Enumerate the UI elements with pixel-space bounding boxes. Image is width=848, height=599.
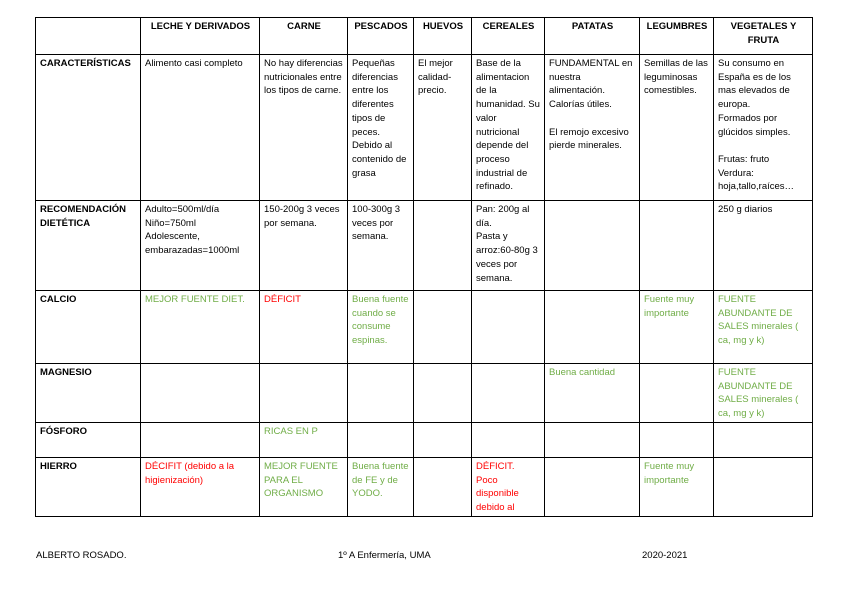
table-header-row (36, 18, 813, 55)
table-row (36, 201, 813, 291)
table-cell (472, 291, 545, 364)
table-cell (472, 423, 545, 458)
cell-text: Su consumo en España es de los mas elevados de europa. Formados por glúcidos simples. Frutas: fruto Verdura: hoja,tallo,raíces… (718, 58, 795, 193)
row-header-label: MAGNESIO (40, 367, 92, 378)
table-cell (141, 423, 260, 458)
cell-text: DÉFICIT (264, 294, 301, 305)
table-cell (414, 55, 472, 201)
table-cell (640, 458, 714, 517)
table-cell (714, 423, 813, 458)
footer-author: ALBERTO ROSADO. (36, 550, 127, 561)
table-cell (414, 364, 472, 423)
cell-text: Fuente muy importante (644, 294, 695, 319)
cell-text: 250 g diarios (718, 204, 773, 215)
column-header-pescados: PESCADOS (348, 18, 414, 55)
table-cell (348, 55, 414, 201)
table-cell (640, 364, 714, 423)
table-cell (260, 201, 348, 291)
table-cell (348, 458, 414, 517)
table-cell (348, 423, 414, 458)
column-header-cereales: CEREALES (472, 18, 545, 55)
table-cell (260, 55, 348, 201)
table-cell (260, 364, 348, 423)
table-cell (714, 291, 813, 364)
footer-year: 2020-2021 (642, 550, 688, 561)
table-cell (348, 364, 414, 423)
table-cell (640, 291, 714, 364)
row-header-label: FÓSFORO (40, 426, 87, 437)
table-cell (714, 201, 813, 291)
column-header-carne: CARNE (260, 18, 348, 55)
cell-text: Semillas de las leguminosas comestibles. (644, 58, 708, 97)
table-row (36, 364, 813, 423)
table-row (36, 423, 813, 458)
row-header (36, 201, 141, 291)
table-cell (714, 458, 813, 517)
table-cell (545, 423, 640, 458)
row-header (36, 423, 141, 458)
cell-text: MEJOR FUENTE DIET. (145, 294, 245, 305)
cell-text: RICAS EN P (264, 426, 318, 437)
row-header-label: CALCIO (40, 294, 77, 305)
cell-text: 150-200g 3 veces por semana. (264, 204, 340, 229)
cell-text: Pan: 200g al día. Pasta y arroz:60-80g 3 veces por semana. (476, 204, 538, 284)
column-header-patatas: PATATAS (545, 18, 640, 55)
cell-text: Buena fuente de FE y de YODO. (352, 461, 409, 500)
table-cell (640, 55, 714, 201)
table-cell (414, 458, 472, 517)
cell-text: FUENTE ABUNDANTE DE SALES minerales ( ca, mg y k) (718, 367, 799, 420)
table-cell (141, 201, 260, 291)
table-cell (414, 201, 472, 291)
row-header (36, 458, 141, 517)
table-cell (472, 55, 545, 201)
cell-text: Buena fuente cuando se consume espinas. (352, 294, 409, 347)
table-row (36, 291, 813, 364)
table-cell (545, 364, 640, 423)
footer-course: 1º A Enfermería, UMA (338, 550, 431, 561)
cell-text: MEJOR FUENTE PARA EL ORGANISMO (264, 461, 338, 500)
row-header-label: HIERRO (40, 461, 77, 472)
table-cell (141, 364, 260, 423)
table-cell (545, 291, 640, 364)
column-header-vegetales-y-fruta: VEGETALES Y FRUTA (714, 18, 813, 55)
cell-text: Buena cantidad (549, 367, 616, 378)
column-header-huevos: HUEVOS (414, 18, 472, 55)
table-cell (348, 201, 414, 291)
table-cell (414, 423, 472, 458)
cell-text: Pequeñas diferencias entre los diferentes tipos de peces. Debido al contenido de grasa (352, 58, 407, 179)
cell-text: FUNDAMENTAL en nuestra alimentación. Calorías útiles. El remojo excesivo pierde minerales. (549, 58, 633, 152)
table-cell (714, 55, 813, 201)
table-row (36, 458, 813, 517)
table-cell (714, 364, 813, 423)
cell-text: Adulto=500ml/día Niño=750ml Adolescente, embarazadas=1000ml (145, 204, 240, 257)
row-header (36, 55, 141, 201)
table-cell (260, 458, 348, 517)
cell-text: Base de la alimentacion de la humanidad. Su valor nutricional depende del proceso industrial de refinado. (476, 58, 540, 193)
table-cell (640, 201, 714, 291)
table-cell (348, 291, 414, 364)
table-cell (260, 423, 348, 458)
table-cell (260, 291, 348, 364)
page-footer (0, 550, 848, 564)
cell-text: Fuente muy importante (644, 461, 695, 486)
nutrition-table (35, 17, 813, 517)
table-cell (472, 458, 545, 517)
table-cell (640, 423, 714, 458)
table-cell (141, 55, 260, 201)
cell-text: DÉCIFIT (debido a la higienización) (145, 461, 235, 486)
cell-text: DÉFICIT. Poco disponible debido al (476, 461, 519, 514)
column-header-leche-y-derivados: LECHE Y DERIVADOS (141, 18, 260, 55)
table-row (36, 55, 813, 201)
table-cell (472, 201, 545, 291)
table-cell (141, 458, 260, 517)
row-header-label: RECOMENDACIÓN DIETÉTICA (40, 204, 127, 229)
table-cell (414, 291, 472, 364)
row-header-label: CARACTERÍSTICAS (40, 58, 131, 69)
table-cell (472, 364, 545, 423)
cell-text: 100-300g 3 veces por semana. (352, 204, 401, 243)
table-cell (141, 291, 260, 364)
column-header-legumbres: LEGUMBRES (640, 18, 714, 55)
cell-text: El mejor calidad-precio. (418, 58, 453, 97)
cell-text: Alimento casi completo (145, 58, 243, 69)
column-header-corner (36, 18, 141, 55)
table-cell (545, 458, 640, 517)
cell-text: No hay diferencias nutricionales entre los tipos de carne. (264, 58, 343, 97)
table-cell (545, 55, 640, 201)
table-cell (545, 201, 640, 291)
cell-text: FUENTE ABUNDANTE DE SALES minerales ( ca, mg y k) (718, 294, 799, 347)
row-header (36, 291, 141, 364)
row-header (36, 364, 141, 423)
